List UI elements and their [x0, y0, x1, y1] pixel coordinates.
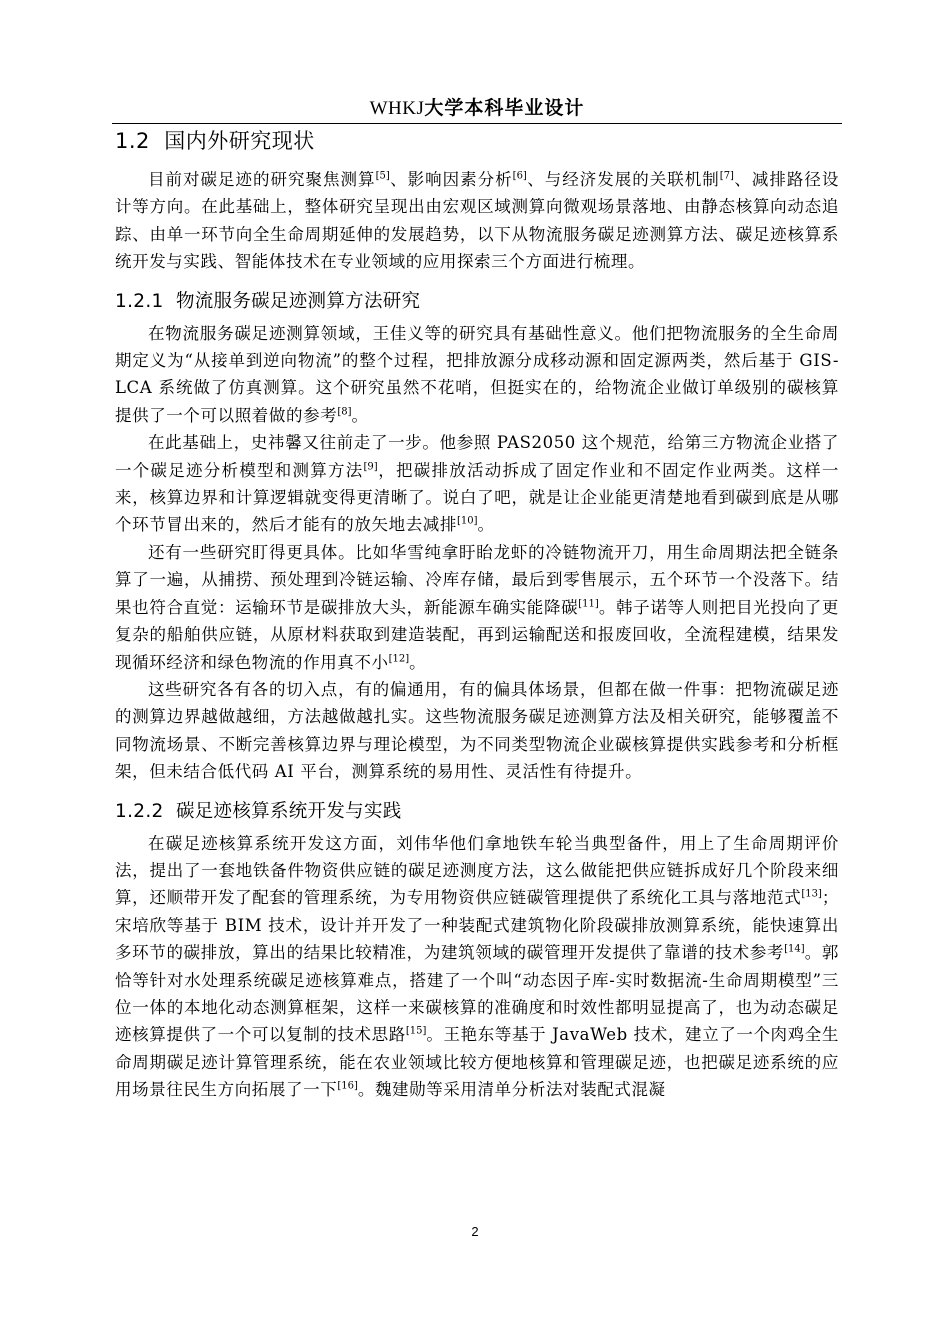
- paragraph-text: ；宋培欣等基于 BIM 技术，设计并开发了一种装配式建筑物化阶段碳排放测算系统，能快速算出多环节的碳排放，算出的结果比较精准，为建筑领域的碳管理开发提供了靠谱的技术参考: [115, 888, 839, 963]
- paragraph-text: 在碳足迹核算系统开发这方面，刘伟华他们拿地铁车轮当典型备件，用上了生命周期评价法，提出了一套地铁备件物资供应链的碳足迹测度方法，这么做能把供应链拆成好几个阶段来细算，还顺带开发了配套的管理系统，为专用物资供应链碳管理提供了系统化工具与落地范式: [115, 833, 839, 908]
- paragraph-text: 、与经济发展的关联机制: [526, 170, 720, 189]
- section-title: 国内外研究现状: [164, 129, 315, 153]
- subsection-1-paragraph-2: [115, 429, 839, 539]
- paragraph-text: 、影响因素分析: [389, 170, 513, 189]
- paragraph-text: 。韩子诺等人则把目光投向了更复杂的船舶供应链，从原材料获取到建造装配，再到运输配送和报废回收，全流程建模，结果发现循环经济和绿色物流的作用真不小: [115, 597, 840, 672]
- page-content: [115, 126, 839, 1104]
- citation-marker: [10]: [457, 515, 478, 527]
- citation-marker: [9]: [363, 461, 378, 473]
- page-header: [112, 95, 842, 122]
- subsection-2-title: 碳足迹核算系统开发与实践: [175, 800, 402, 822]
- paragraph-text: 在此基础上，史祎馨又往前走了一步。他参照 PAS2050 这个规范，给第三方物流企业搭了一个碳足迹分析模型和测算方法: [115, 433, 839, 480]
- header-rule: [112, 123, 842, 124]
- section-number: 1.2: [115, 129, 150, 153]
- section-intro-paragraph: [115, 166, 839, 276]
- citation-marker: [6]: [512, 170, 527, 182]
- subsection-1-paragraph-3: [115, 539, 839, 676]
- subsection-2-paragraph-1: [115, 830, 839, 1104]
- page-number: 2: [471, 1224, 479, 1239]
- paragraph-text: 。魏建勋等采用清单分析法对装配式混凝: [357, 1080, 666, 1100]
- paragraph-text: 。王艳东等基于 JavaWeb 技术，建立了一个肉鸡全生命周期碳足迹计算管理系统，能在农业领域比较方便地核算和管理碳足迹，也把碳足迹系统的应用场景往民生方向拓展了一下: [115, 1025, 839, 1100]
- citation-marker: [7]: [719, 170, 734, 182]
- citation-marker: [14]: [784, 943, 805, 955]
- subsection-1-heading: [115, 288, 839, 316]
- paragraph-text: 。: [409, 652, 427, 672]
- subsection-2-heading: [115, 798, 839, 826]
- citation-marker: [11]: [578, 598, 599, 610]
- paragraph-text: 在物流服务碳足迹测算领域，王佳义等的研究具有基础性意义。他们把物流服务的全生命周期定义为“从接单到逆向物流”的整个过程，把排放源分成移动源和固定源两类，然后基于 GIS-LCA 系统做了仿真测算。这个研究虽然不花哨，但挺实在的，给物流企业做订单级别的碳核算提供了一个可以照着做的参考: [115, 323, 839, 425]
- paragraph-text: 这些研究各有各的切入点，有的偏通用，有的偏具体场景，但都在做一件事：把物流碳足迹的测算边界越做越细，方法越做越扎实。这些物流服务碳足迹测算方法及相关研究，能够覆盖不同物流场景、不断完善核算边界与理论模型，为不同类型物流企业碳核算提供实践参考和分析框架，但未结合低代码 AI 平台，测算系统的易用性、灵活性有待提升。: [115, 679, 839, 782]
- paragraph-text: 。郭恰等针对水处理系统碳足迹核算难点，搭建了一个叫“动态因子库-实时数据流-生命周期模型”三位一体的本地化动态测算框架，这样一来碳核算的准确度和时效性都明显提高了，也为动态碳足迹核算提供了一个可以复制的技术思路: [115, 943, 840, 1045]
- paragraph-text: 目前对碳足迹的研究聚焦测算: [148, 170, 376, 189]
- header-title-latin: WHKJ: [369, 98, 425, 119]
- paragraph-text: ，把碳排放活动拆成了固定作业和不固定作业两类。这样一来，核算边界和计算逻辑就变得更清晰了。说白了吧，就是让企业能更清楚地看到碳到底是从哪个环节冒出来的，然后才能有的放矢地去减排: [115, 460, 839, 535]
- citation-marker: [16]: [337, 1080, 358, 1092]
- subsection-1-title: 物流服务碳足迹测算方法研究: [175, 290, 421, 312]
- citation-marker: [5]: [375, 170, 390, 182]
- subsection-1-paragraph-1: [115, 320, 839, 430]
- header-title-cn: 大学本科毕业设计: [424, 97, 585, 119]
- subsection-1-paragraph-4: [115, 676, 839, 786]
- citation-marker: [15]: [405, 1025, 427, 1037]
- paragraph-text: 还有一些研究盯得更具体。比如华雪纯拿盱眙龙虾的冷链物流开刀，用生命周期法把全链条算了一遍，从捕捞、预处理到冷链运输、冷库存储，最后到零售展示，五个环节一个没落下。结果也符合直觉：运输环节是碳排放大头，新能源车确实能降碳: [115, 542, 839, 617]
- section-heading: [115, 126, 839, 156]
- subsection-2-number: 1.2.2: [115, 800, 164, 822]
- paragraph-text: 。: [477, 515, 495, 535]
- citation-marker: [12]: [388, 653, 410, 664]
- subsection-1-number: 1.2.1: [115, 290, 164, 312]
- paragraph-text: 。: [351, 405, 369, 425]
- paragraph-text: 、减排路径设计等方向。在此基础上，整体研究呈现出由宏观区域测算向微观场景落地、由静态核算向动态追踪、由单一环节向全生命周期延伸的发展趋势，以下从物流服务碳足迹测算方法、碳足迹核算系统开发与实践、智能体技术在专业领域的应用探索三个方面进行梳理。: [115, 170, 839, 272]
- citation-marker: [8]: [337, 406, 352, 418]
- citation-marker: [13]: [801, 888, 822, 900]
